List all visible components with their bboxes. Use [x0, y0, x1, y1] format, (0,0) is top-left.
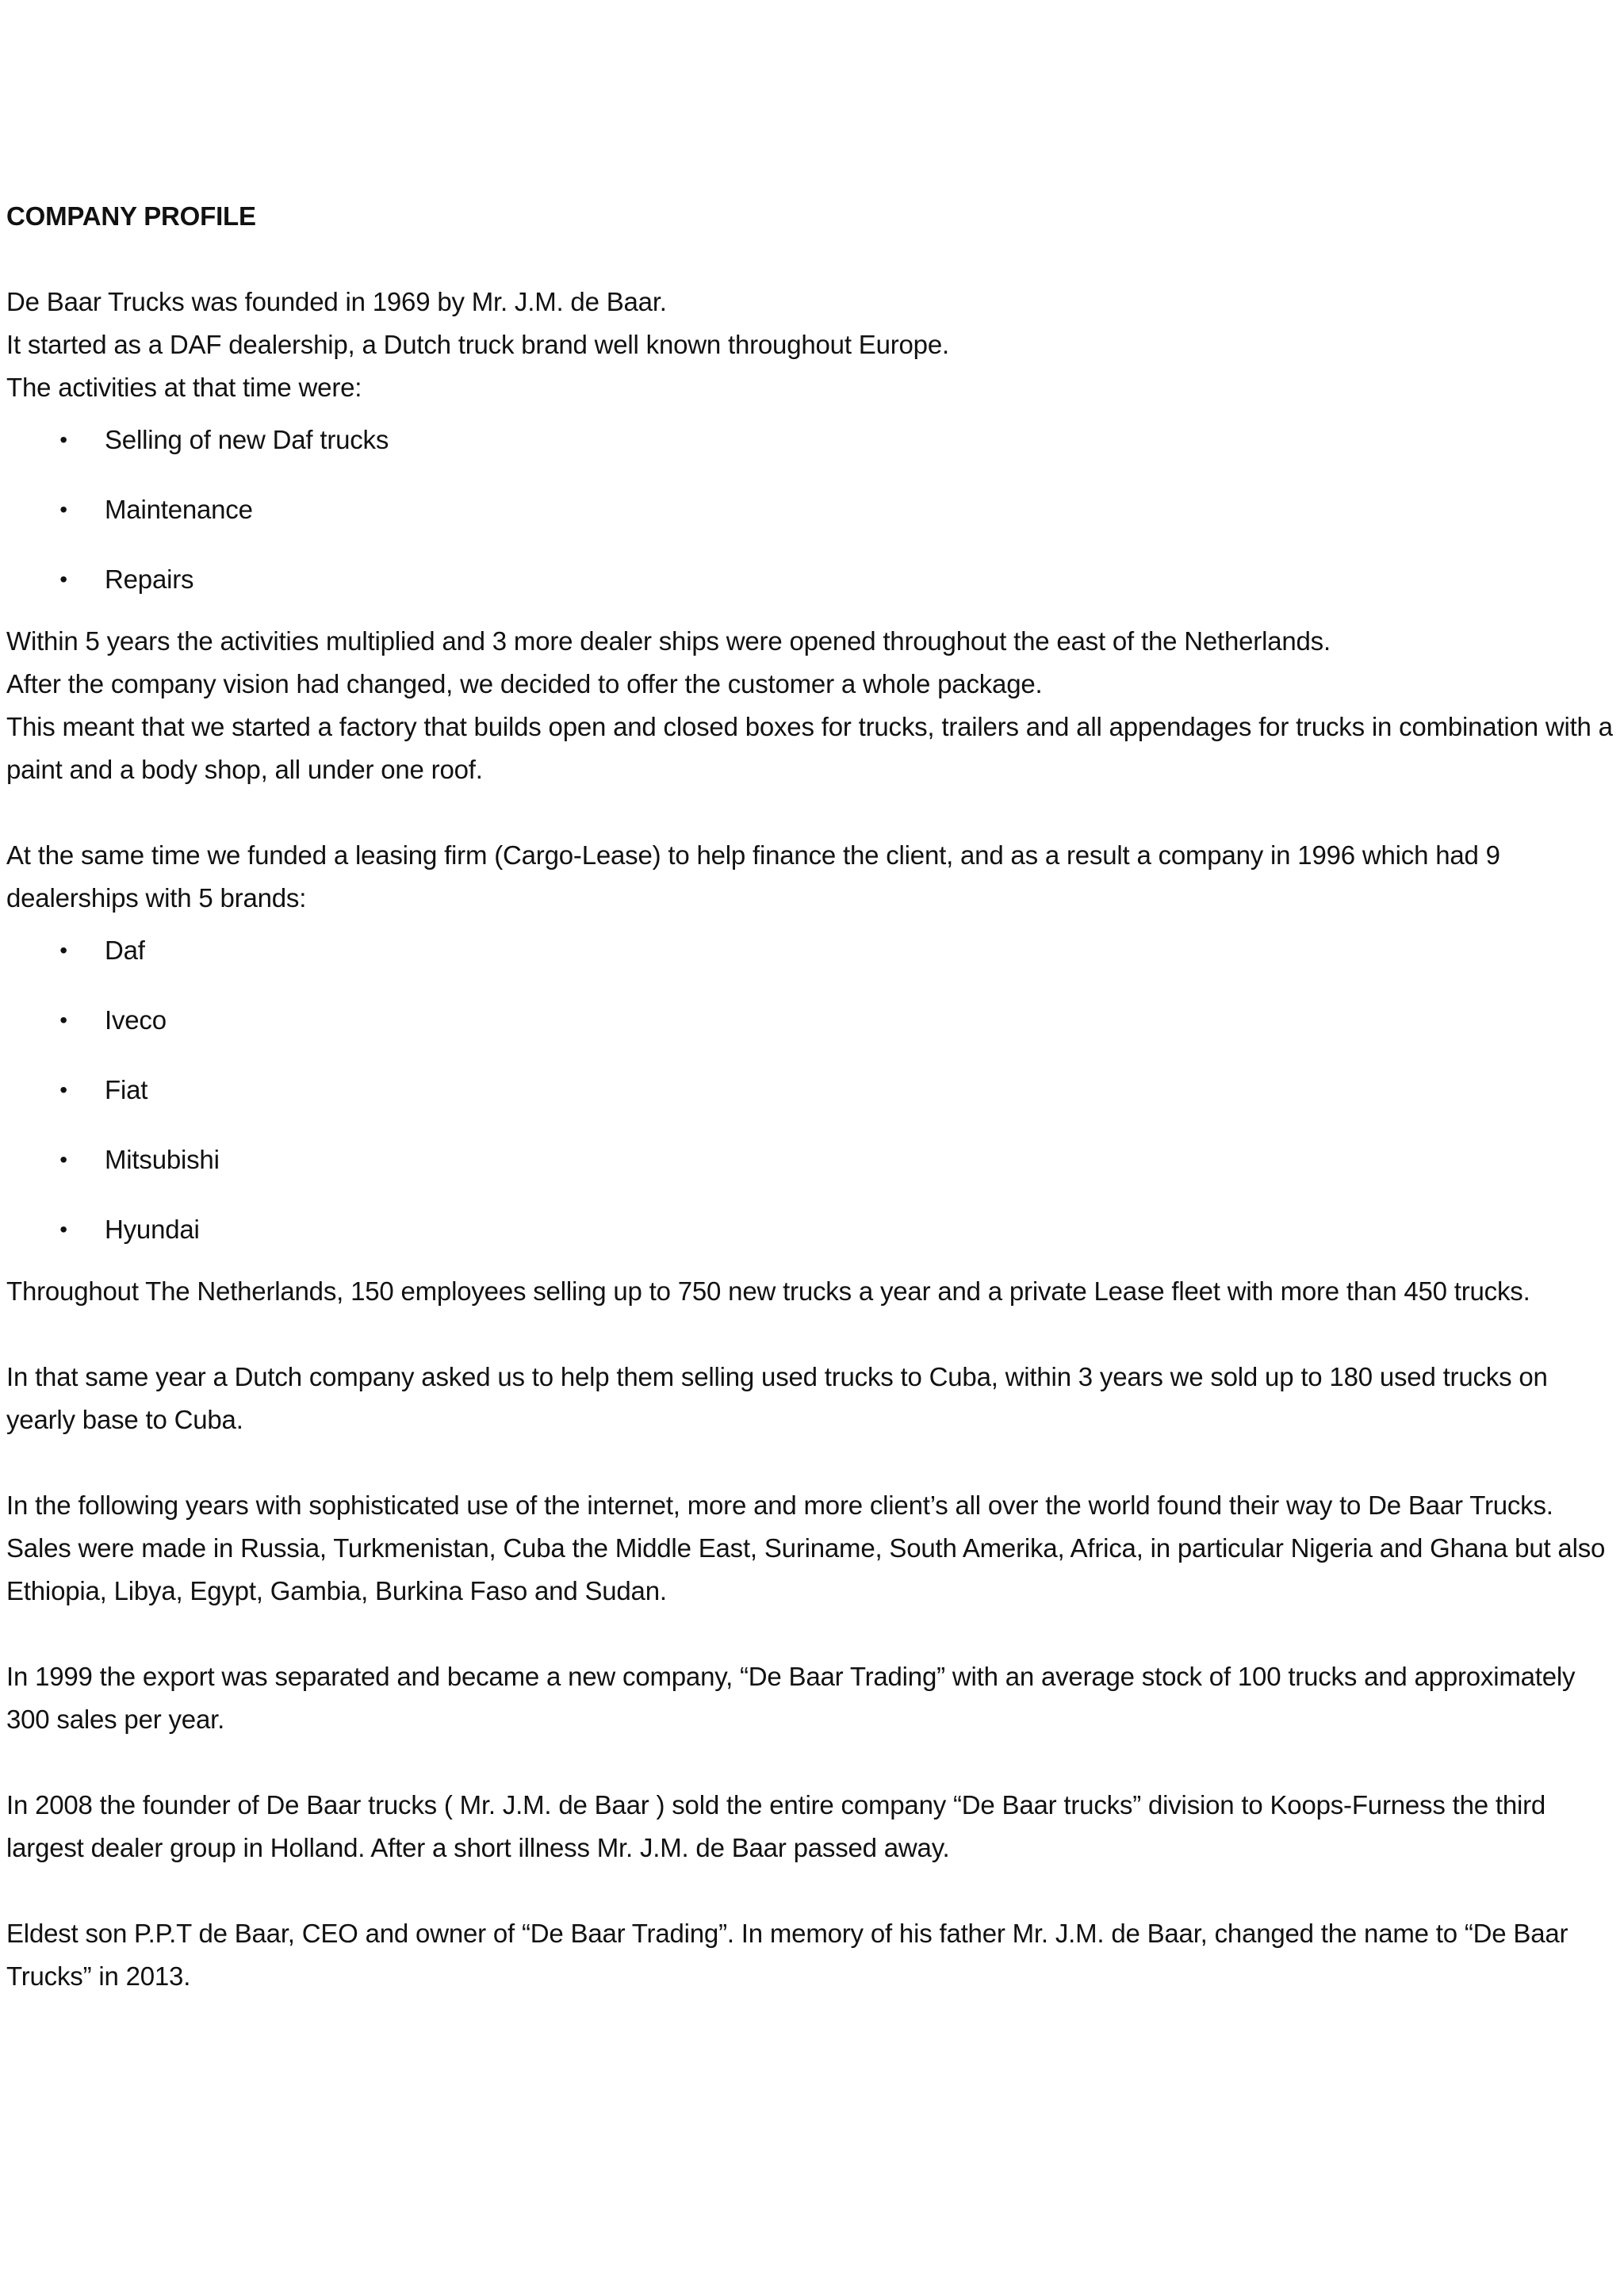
body-paragraph: In 1999 the export was separated and became a new company, “De Baar Trading” with an average stock of 100 trucks and approximately 300 sales per year. [6, 1662, 1576, 1734]
body-paragraph: In the following years with sophisticated use of the internet, more and more client’s all over the world found their way to De Baar Trucks. Sales were made in Russia, Turkmenistan, Cuba the Middle East, Suriname, South Amerika, Africa, in particular Nigeria and Ghana but also Ethiopia, Libya, Egypt, Gambia, Burkina Faso and Sudan. [6, 1490, 1606, 1605]
spacer [6, 1869, 1616, 1912]
intro-line: It started as a DAF dealership, a Dutch truck brand well known throughout Europe. [6, 330, 949, 359]
body-paragraph: Eldest son P.P.T de Baar, CEO and owner of “De Baar Trading”. In memory of his father Mr. J.M. de Baar, changed the name to “De Baar Trucks” in 2013. [6, 1919, 1568, 1991]
brands-list [6, 929, 1616, 1278]
leasing-paragraph: At the same time we funded a leasing firm (Cargo-Lease) to help finance the client, and as a result a company in 1996 which had 9 dealerships with 5 brands: [6, 840, 1500, 913]
body-paragraph: In 2008 the founder of De Baar trucks ( Mr. J.M. de Baar ) sold the entire company “De Baar trucks” division to Koops-Furness the third largest dealer group in Holland. After a short illness Mr. J.M. de Baar passed away. [6, 1790, 1546, 1862]
bullet-icon: • [59, 497, 67, 522]
list-item-text: Maintenance [105, 495, 253, 524]
list-item [6, 1069, 1616, 1138]
body-paragraph: In that same year a Dutch company asked us to help them selling used trucks to Cuba, within 3 years we sold up to 180 used trucks on yearly base to Cuba. [6, 1362, 1548, 1434]
spacer [6, 791, 1616, 834]
list-item [6, 558, 1616, 628]
list-item-text: Fiat [105, 1075, 148, 1104]
list-item-text: Repairs [105, 564, 194, 594]
intro-line: The activities at that time were: [6, 373, 362, 402]
spacer [6, 1441, 1616, 1484]
list-item [6, 1208, 1616, 1278]
page-title: COMPANY PROFILE [6, 201, 256, 231]
list-item [6, 999, 1616, 1069]
bullet-icon: • [59, 1008, 67, 1032]
list-item-text: Mitsubishi [105, 1145, 220, 1174]
bullet-icon: • [59, 427, 67, 452]
spacer [6, 1313, 1616, 1356]
activities-list [6, 419, 1616, 628]
expansion-line: Within 5 years the activities multiplied and 3 more dealer ships were opened throughout the east of the Netherlands. [6, 626, 1331, 656]
bullet-icon: • [59, 567, 67, 591]
list-item [6, 1138, 1616, 1208]
bullet-icon: • [59, 1147, 67, 1172]
list-item [6, 929, 1616, 999]
expansion-line: After the company vision had changed, we decided to offer the customer a whole package. [6, 669, 1043, 698]
bullet-icon: • [59, 938, 67, 962]
document-page [6, 195, 1616, 1998]
list-item [6, 488, 1616, 558]
spacer [6, 1741, 1616, 1784]
list-item-text: Daf [105, 936, 145, 965]
list-item [6, 419, 1616, 488]
list-item-text: Selling of new Daf trucks [105, 425, 389, 454]
spacer [6, 1613, 1616, 1655]
body-paragraph: Throughout The Netherlands, 150 employees selling up to 750 new trucks a year and a private Lease fleet with more than 450 trucks. [6, 1276, 1530, 1306]
expansion-line: This meant that we started a factory that builds open and closed boxes for trucks, trailers and all appendages for trucks in combination with a paint and a body shop, all under one roof. [6, 712, 1613, 784]
spacer [6, 238, 1616, 281]
intro-line: De Baar Trucks was founded in 1969 by Mr. J.M. de Baar. [6, 287, 667, 316]
bullet-icon: • [59, 1217, 67, 1242]
list-item-text: Hyundai [105, 1215, 200, 1244]
list-item-text: Iveco [105, 1005, 167, 1035]
bullet-icon: • [59, 1077, 67, 1102]
